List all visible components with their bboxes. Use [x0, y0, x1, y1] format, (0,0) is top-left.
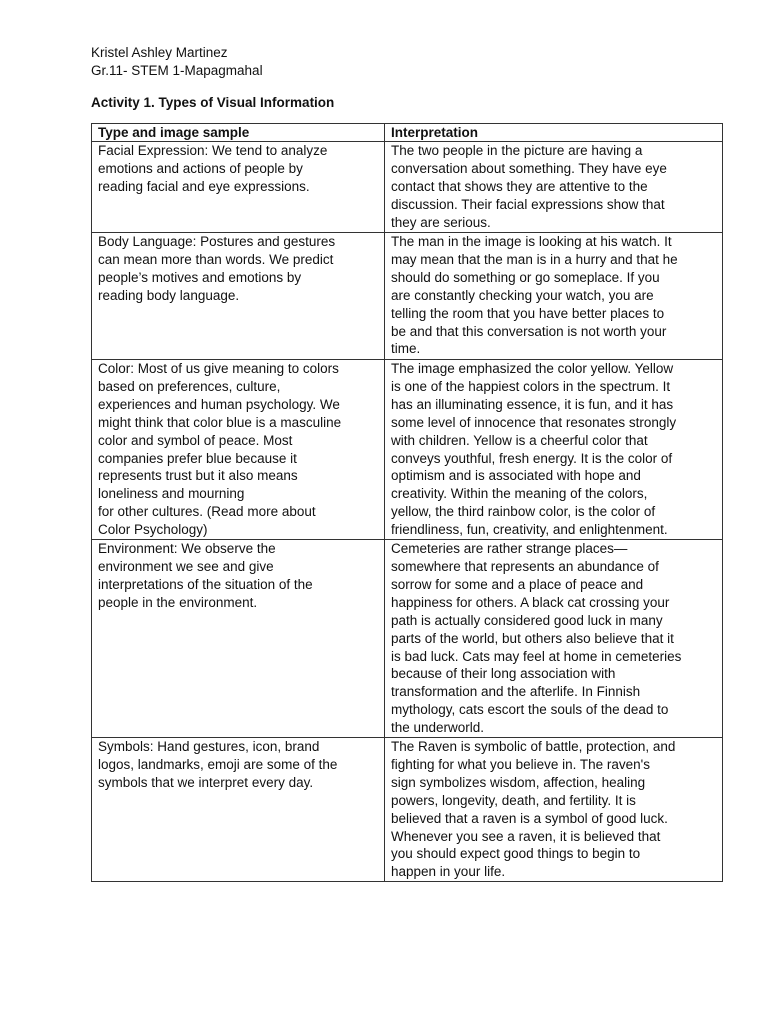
interpretation-cell: The image emphasized the color yellow. Yellow is one of the happiest colors in the spectrum. It has an illuminating essence, it is fun, and it has some level of innocence that resonates strongly with children. Yellow is a cheerful color that conveys youthful, fresh energy. It is the color of optimism and is associated with hope and creativity. Within the meaning of the colors, yellow, the third rainbow color, is the color of friendliness, fun, creativity, and enlightenment.: [385, 360, 723, 540]
type-cell: Facial Expression: We tend to analyze emotions and actions of people by reading facial and eye expressions.: [92, 142, 385, 233]
student-name: Kristel Ashley Martinez: [91, 45, 228, 60]
interpretation-cell: Cemeteries are rather strange places— somewhere that represents an abundance of sorrow for some and a place of peace and happiness for others. A black cat crossing your path is actually considered good luck in many parts of the world, but others also believe that it is bad luck. Cats may feel at home in cemeteries because of their long association with transformation and the afterlife. In Finnish mythology, cats escort the souls of the dead to the underworld.: [385, 540, 723, 738]
header-interpretation: Interpretation: [385, 124, 723, 142]
table-header-row: [92, 124, 723, 142]
visual-information-table: [91, 123, 723, 882]
type-cell: Environment: We observe the environment we see and give interpretations of the situation of the people in the environment.: [92, 540, 385, 738]
table-row-symbols: [92, 738, 723, 882]
type-cell: Color: Most of us give meaning to colors based on preferences, culture, experiences and human psychology. We might think that color blue is a masculine color and symbol of peace. Most companies prefer blue because it represents trust but it also means loneliness and mourning for other cultures. (Read more about Color Psychology): [92, 360, 385, 540]
type-cell: Symbols: Hand gestures, icon, brand logos, landmarks, emoji are some of the symbols that we interpret every day.: [92, 738, 385, 882]
type-cell: Body Language: Postures and gestures can mean more than words. We predict people’s motives and emotions by reading body language.: [92, 233, 385, 360]
table-row-facial-expression: [92, 142, 723, 233]
activity-title: Activity 1. Types of Visual Information: [91, 95, 335, 110]
header-type: Type and image sample: [92, 124, 385, 142]
grade-section: Gr.11- STEM 1-Mapagmahal: [91, 63, 263, 78]
table-row-color: [92, 360, 723, 540]
interpretation-cell: The two people in the picture are having a conversation about something. They have eye contact that shows they are attentive to the discussion. Their facial expressions show that they are serious.: [385, 142, 723, 233]
table-row-body-language: [92, 233, 723, 360]
interpretation-cell: The Raven is symbolic of battle, protection, and fighting for what you believe in. The raven's sign symbolizes wisdom, affection, healing powers, longevity, death, and fertility. It is believed that a raven is a symbol of good luck. Whenever you see a raven, it is believed that you should expect good things to begin to happen in your life.: [385, 738, 723, 882]
interpretation-cell: The man in the image is looking at his watch. It may mean that the man is in a hurry and that he should do something or go someplace. If you are constantly checking your watch, you are telling the room that you have better places to be and that this conversation is not worth your time.: [385, 233, 723, 360]
table-row-environment: [92, 540, 723, 738]
